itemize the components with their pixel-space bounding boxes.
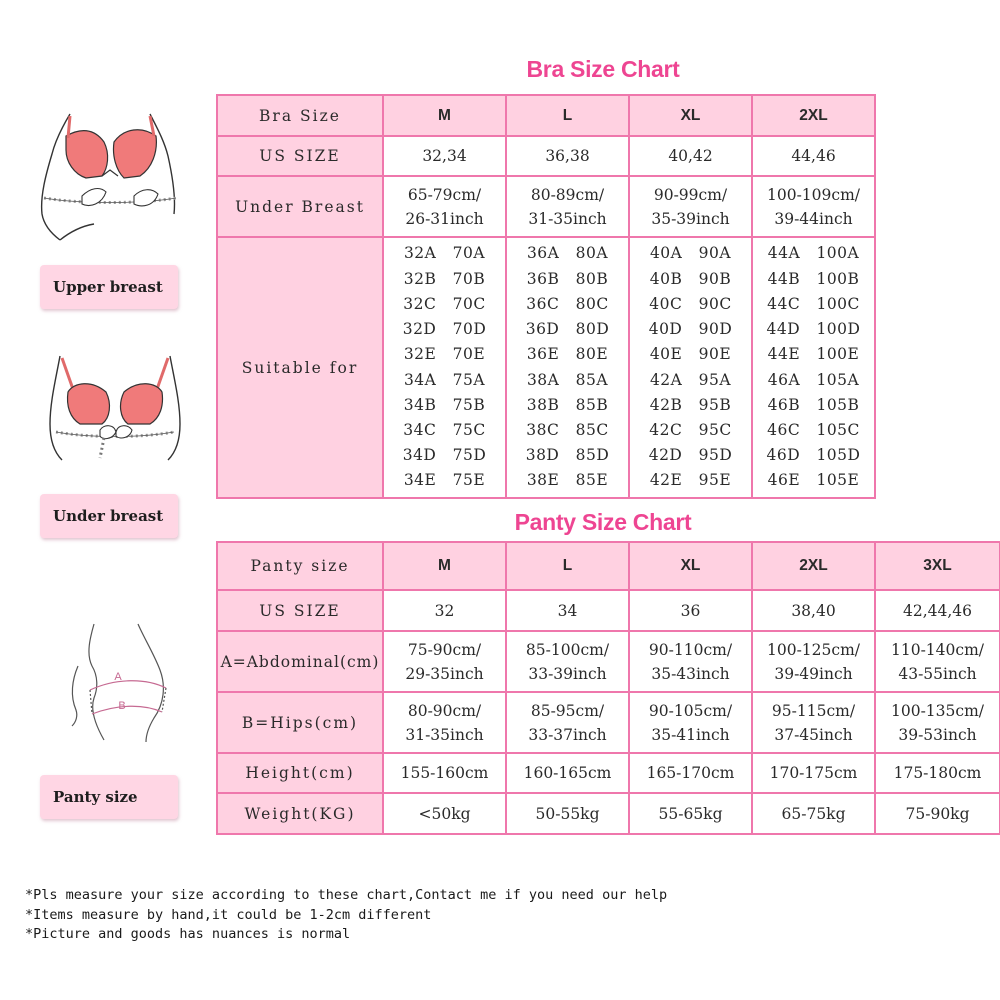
panty-us-size-cell: 42,44,46 <box>875 590 1000 631</box>
inch-range: 35-43inch <box>651 664 730 683</box>
label-a: A <box>114 671 122 683</box>
under-breast-label: Under breast <box>40 494 178 538</box>
bra-us-size-cell: 40,42 <box>629 136 752 176</box>
cm-range: 85-95cm/ <box>530 701 605 720</box>
suitable-size-item: 46C 105C <box>767 420 860 439</box>
suitable-size-item: 46B 105B <box>767 395 860 414</box>
panty-header-l: L <box>506 542 629 590</box>
bra-size-table <box>216 94 876 499</box>
panty-weight-cell: 65-75kg <box>752 793 875 834</box>
bra-header-row <box>217 95 875 136</box>
bra-under-breast-cell <box>506 176 629 237</box>
panty-height-cell: 160-165cm <box>506 753 629 793</box>
inch-range: 33-37inch <box>528 725 607 744</box>
panty-header-xl: XL <box>629 542 752 590</box>
bra-header-m: M <box>383 95 506 136</box>
panty-header-2xl: 2XL <box>752 542 875 590</box>
inch-range: 39-44inch <box>774 209 853 228</box>
panty-abdominal-cell <box>629 631 752 692</box>
panty-weight-cell: <50kg <box>383 793 506 834</box>
inch-range: 35-39inch <box>651 209 730 228</box>
panty-abdominal-row <box>217 631 1000 692</box>
suitable-size-item: 32B 70B <box>403 269 486 288</box>
suitable-size-item: 42E 95E <box>649 471 732 490</box>
cm-range: 65-79cm/ <box>407 185 482 204</box>
panty-hips-cell <box>506 692 629 753</box>
bra-suitable-label: Suitable for <box>217 237 383 498</box>
suitable-size-item: 46D 105D <box>766 446 861 465</box>
panty-abdominal-cell <box>875 631 1000 692</box>
bra-us-size-cell: 44,46 <box>752 136 875 176</box>
panty-weight-cell: 55-65kg <box>629 793 752 834</box>
suitable-size-item: 40D 90D <box>648 320 733 339</box>
bra-under-breast-cell <box>383 176 506 237</box>
inch-range: 31-35inch <box>528 209 607 228</box>
bra-under-breast-label: Under Breast <box>217 176 383 237</box>
cm-range: 100-135cm/ <box>890 701 984 720</box>
panty-size-label: Panty size <box>217 542 383 590</box>
suitable-list-xl <box>629 237 752 498</box>
suitable-size-item: 42B 95B <box>649 395 732 414</box>
panty-height-cell: 155-160cm <box>383 753 506 793</box>
inch-range: 35-41inch <box>651 725 730 744</box>
panty-weight-row <box>217 793 1000 834</box>
suitable-size-item: 36E 80E <box>526 345 609 364</box>
suitable-size-item: 32A 70A <box>403 244 486 263</box>
suitable-size-item: 34D 75D <box>402 446 487 465</box>
bra-under-breast-cell <box>629 176 752 237</box>
cm-range: 90-105cm/ <box>648 701 733 720</box>
suitable-list-2xl <box>752 237 875 498</box>
cm-range: 90-99cm/ <box>653 185 728 204</box>
suitable-size-item: 34C 75C <box>403 420 486 439</box>
bra-suitable-row <box>217 237 875 498</box>
notes <box>25 886 667 945</box>
bra-us-size-cell: 36,38 <box>506 136 629 176</box>
panty-us-size-cell: 38,40 <box>752 590 875 631</box>
suitable-list-m <box>383 237 506 498</box>
bra-chart-title: Bra Size Chart <box>526 56 680 82</box>
suitable-size-item: 34B 75B <box>403 395 486 414</box>
panty-height-label: Height(cm) <box>217 753 383 793</box>
note-line: *Items measure by hand,it could be 1-2cm different <box>25 906 432 923</box>
suitable-size-item: 46A 105A <box>767 370 860 389</box>
upper-breast-illustration <box>30 112 190 244</box>
note-line: *Picture and goods has nuances is normal <box>25 926 351 942</box>
bra-header-xl: XL <box>629 95 752 136</box>
inch-range: 39-49inch <box>774 664 853 683</box>
inch-range: 43-55inch <box>898 664 977 683</box>
panty-weight-cell: 75-90kg <box>875 793 1000 834</box>
suitable-size-item: 32C 70C <box>403 294 486 313</box>
cm-range: 75-90cm/ <box>407 640 482 659</box>
panty-chart-title: Panty Size Chart <box>514 509 692 535</box>
suitable-size-item: 44D 100D <box>766 320 861 339</box>
panty-hips-cell <box>629 692 752 753</box>
suitable-size-item: 36B 80B <box>526 269 609 288</box>
suitable-size-item: 44A 100A <box>767 244 860 263</box>
panty-us-size-label: US SIZE <box>217 590 383 631</box>
panty-header-3xl: 3XL <box>875 542 1000 590</box>
suitable-size-item: 36C 80C <box>526 294 609 313</box>
inch-range: 37-45inch <box>774 725 853 744</box>
bra-us-size-row <box>217 136 875 176</box>
suitable-size-item: 46E 105E <box>767 471 860 490</box>
suitable-size-item: 36A 80A <box>526 244 609 263</box>
panty-abdominal-cell <box>752 631 875 692</box>
suitable-size-item: 32E 70E <box>403 345 486 364</box>
cm-range: 95-115cm/ <box>771 701 856 720</box>
suitable-size-item: 38D 85D <box>525 446 610 465</box>
panty-us-size-cell: 36 <box>629 590 752 631</box>
suitable-size-item: 34E 75E <box>403 471 486 490</box>
suitable-list-l <box>506 237 629 498</box>
panty-height-row <box>217 753 1000 793</box>
panty-weight-label: Weight(KG) <box>217 793 383 834</box>
suitable-size-item: 40B 90B <box>649 269 732 288</box>
suitable-size-item: 44E 100E <box>767 345 860 364</box>
panty-measure-illustration <box>50 618 180 748</box>
suitable-size-item: 40E 90E <box>649 345 732 364</box>
panty-us-size-row <box>217 590 1000 631</box>
panty-header-row <box>217 542 1000 590</box>
note-line: *Pls measure your size according to these chart,Contact me if you need our help <box>25 887 668 903</box>
cm-range: 90-110cm/ <box>648 640 733 659</box>
bra-size-label: Bra Size <box>217 95 383 136</box>
suitable-size-item: 44B 100B <box>767 269 860 288</box>
panty-abdominal-cell <box>506 631 629 692</box>
cm-range: 80-90cm/ <box>407 701 482 720</box>
suitable-size-item: 36D 80D <box>525 320 610 339</box>
label-b: B <box>118 700 126 712</box>
suitable-size-item: 38E 85E <box>526 471 609 490</box>
suitable-size-item: 40C 90C <box>649 294 732 313</box>
panty-hips-label: B=Hips(cm) <box>217 692 383 753</box>
panty-size-table <box>216 541 1000 835</box>
inch-range: 33-39inch <box>528 664 607 683</box>
bra-under-breast-cell <box>752 176 875 237</box>
body-outline-icon <box>50 618 180 748</box>
suitable-size-item: 34A 75A <box>403 370 486 389</box>
panty-height-cell: 170-175cm <box>752 753 875 793</box>
inch-range: 39-53inch <box>898 725 977 744</box>
suitable-size-item: 44C 100C <box>767 294 860 313</box>
panty-hips-cell <box>875 692 1000 753</box>
panty-hips-row <box>217 692 1000 753</box>
suitable-size-item: 32D 70D <box>402 320 487 339</box>
suitable-size-item: 38A 85A <box>526 370 609 389</box>
panty-height-cell: 175-180cm <box>875 753 1000 793</box>
bra-us-size-label: US SIZE <box>217 136 383 176</box>
inch-range: 31-35inch <box>405 725 484 744</box>
panty-abdominal-label: A=Abdominal(cm) <box>217 631 383 692</box>
panty-hips-cell <box>752 692 875 753</box>
panty-weight-cell: 50-55kg <box>506 793 629 834</box>
suitable-size-item: 40A 90A <box>649 244 732 263</box>
bra-header-l: L <box>506 95 629 136</box>
suitable-size-item: 38C 85C <box>526 420 609 439</box>
cm-range: 80-89cm/ <box>530 185 605 204</box>
under-breast-illustration <box>40 352 190 462</box>
upper-breast-label: Upper breast <box>40 265 178 309</box>
panty-us-size-cell: 32 <box>383 590 506 631</box>
panty-abdominal-cell <box>383 631 506 692</box>
bra-header-2xl: 2XL <box>752 95 875 136</box>
panty-us-size-cell: 34 <box>506 590 629 631</box>
bra-us-size-cell: 32,34 <box>383 136 506 176</box>
inch-range: 26-31inch <box>405 209 484 228</box>
cm-range: 100-109cm/ <box>766 185 860 204</box>
suitable-size-item: 42A 95A <box>649 370 732 389</box>
inch-range: 29-35inch <box>405 664 484 683</box>
suitable-size-item: 42D 95D <box>648 446 733 465</box>
suitable-size-item: 38B 85B <box>526 395 609 414</box>
cm-range: 110-140cm/ <box>890 640 984 659</box>
bra-under-breast-row <box>217 176 875 237</box>
panty-hips-cell <box>383 692 506 753</box>
cm-range: 100-125cm/ <box>766 640 860 659</box>
cm-range: 85-100cm/ <box>525 640 610 659</box>
panty-header-m: M <box>383 542 506 590</box>
panty-height-cell: 165-170cm <box>629 753 752 793</box>
panty-size-label-box: Panty size <box>40 775 178 819</box>
suitable-size-item: 42C 95C <box>649 420 732 439</box>
